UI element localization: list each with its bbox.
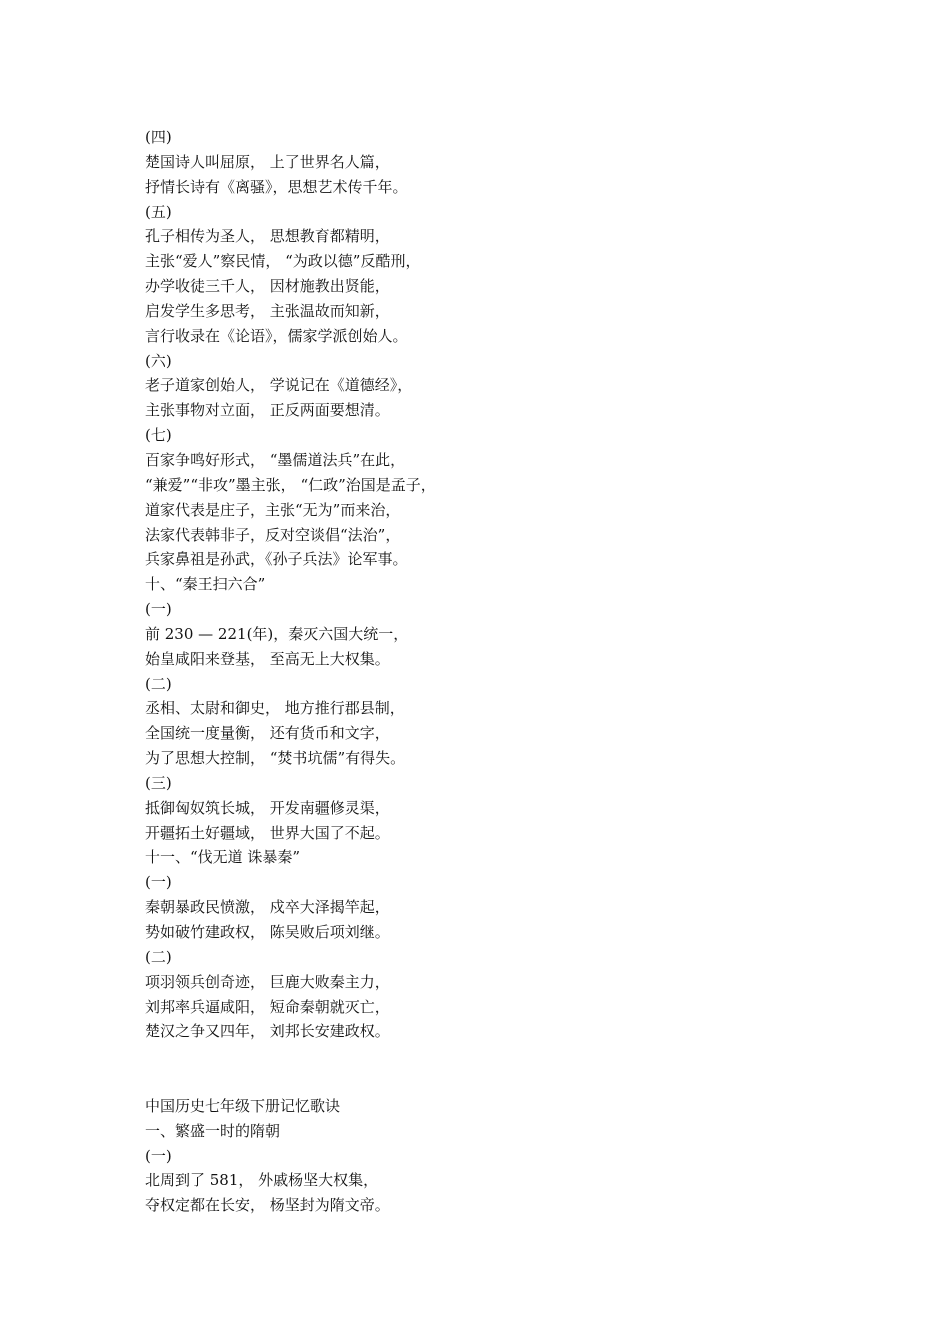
text-line: 道家代表是庄子，主张“无为”而来治， xyxy=(145,500,401,519)
text-line: 中国历史七年级下册记忆歌诀 xyxy=(145,1096,341,1115)
text-line: (五) xyxy=(145,202,172,221)
text-line: 言行收录在《论语》，儒家学派创始人。 xyxy=(145,326,408,345)
text-line: 孔子相传为圣人， 思想教育都精明， xyxy=(145,227,390,246)
text-line: 十、“秦王扫六合” xyxy=(145,575,266,594)
text-line: 为了思想大控制， “焚书坑儒”有得失。 xyxy=(145,749,406,768)
text-line: 主张事物对立面， 正反两面要想清。 xyxy=(145,401,390,420)
text-line: (三) xyxy=(145,773,172,792)
text-line: 百家争鸣好形式， “墨儒道法兵”在此， xyxy=(145,450,406,469)
text-line: 秦朝暴政民愤激， 戍卒大泽揭竿起， xyxy=(145,898,390,917)
section-gap xyxy=(145,1044,865,1094)
text-line: (六) xyxy=(145,351,172,370)
text-line: 前 230 — 221(年)，秦灭六国大统一， xyxy=(145,624,409,643)
text-line: 启发学生多思考， 主张温故而知新， xyxy=(145,301,390,320)
text-line: 全国统一度量衡， 还有货币和文字， xyxy=(145,724,390,743)
text-line: 夺权定都在长安， 杨坚封为隋文帝。 xyxy=(145,1196,390,1215)
text-line: 兵家鼻祖是孙武，《孙子兵法》论军事。 xyxy=(145,550,408,569)
text-line: (七) xyxy=(145,426,172,445)
text-line: 项羽领兵创奇迹， 巨鹿大败秦主力， xyxy=(145,972,390,991)
text-line: “兼爱”“非攻”墨主张， “仁政”治国是孟子， xyxy=(145,475,436,494)
text-line: 势如破竹建政权， 陈吴败后项刘继。 xyxy=(145,923,390,941)
text-line: (二) xyxy=(145,674,172,693)
text-line: 抒情长诗有《离骚》，思想艺术传千年。 xyxy=(145,177,408,196)
text-line: 法家代表韩非子，反对空谈倡“法治”， xyxy=(145,525,401,544)
text-line: (一) xyxy=(145,873,172,892)
text-block xyxy=(145,125,865,1218)
text-line: 楚国诗人叫屈原， 上了世界名人篇， xyxy=(145,152,390,171)
text-line: 抵御匈奴筑长城， 开发南疆修灵渠， xyxy=(145,798,390,817)
text-line: 楚汉之争又四年， 刘邦长安建政权。 xyxy=(145,1022,390,1041)
text-line: (一) xyxy=(145,1146,172,1165)
text-line: 老子道家创始人， 学说记在《道德经》， xyxy=(145,376,413,395)
text-line: 一、繁盛一时的隋朝 xyxy=(145,1121,281,1140)
text-line: (一) xyxy=(145,600,172,619)
text-line: 办学收徒三千人， 因材施教出贤能， xyxy=(145,277,390,296)
section-history-verses-part2 xyxy=(145,1094,865,1218)
text-line: 北周到了 581， 外戚杨坚大权集， xyxy=(145,1171,379,1190)
text-line: 开疆拓土好疆域， 世界大国了不起。 xyxy=(145,823,390,842)
text-line: 主张“爱人”察民情， “为政以德”反酷刑， xyxy=(145,252,421,271)
section-history-verses-part1 xyxy=(145,125,865,1044)
text-line: 始皇咸阳来登基， 至高无上大权集。 xyxy=(145,649,390,668)
text-line: 十一、“伐无道 诛暴秦” xyxy=(145,848,301,867)
text-line: (二) xyxy=(145,947,172,966)
text-line: 刘邦率兵逼咸阳， 短命秦朝就灭亡， xyxy=(145,997,390,1016)
text-line: 丞相、太尉和御史， 地方推行郡县制， xyxy=(145,699,405,718)
text-line: (四) xyxy=(145,128,172,146)
